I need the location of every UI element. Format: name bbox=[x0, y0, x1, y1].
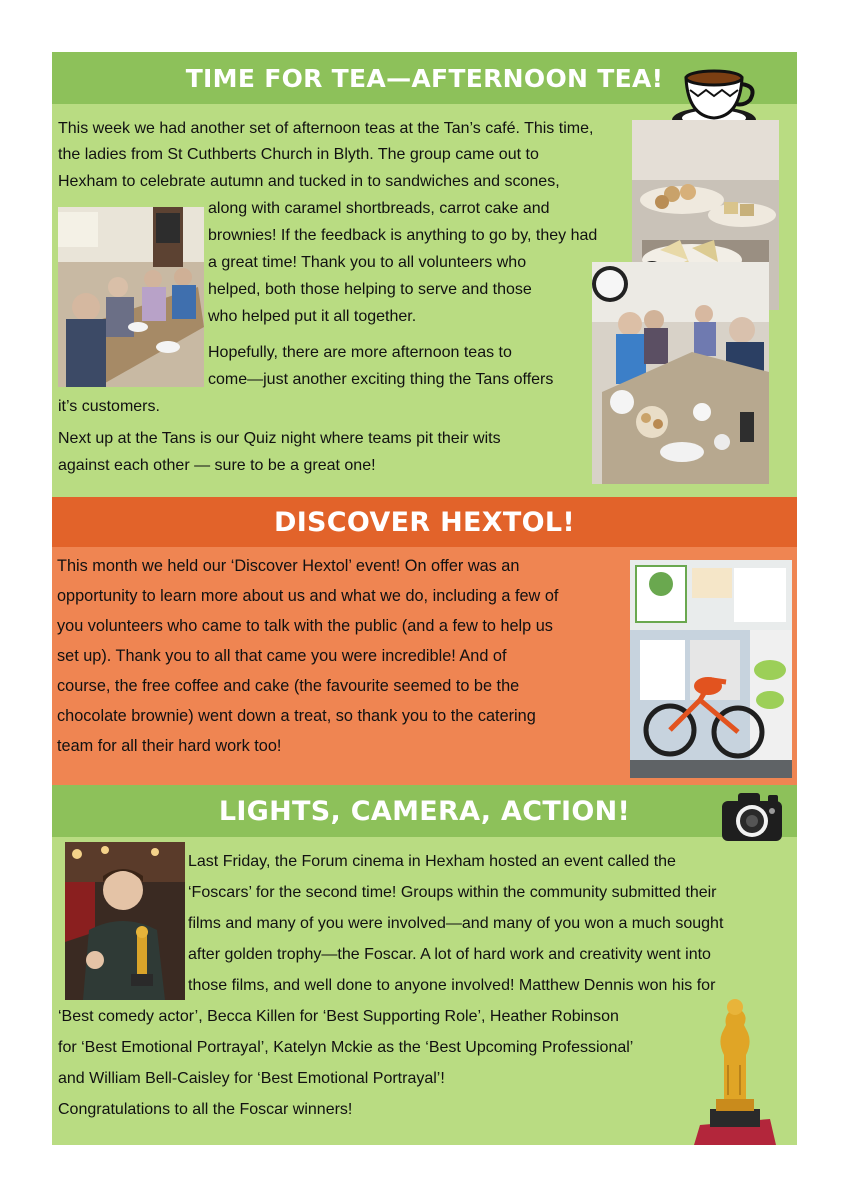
tea-text-line: who helped put it all together. bbox=[208, 308, 417, 325]
tea-text-line: the ladies from St Cuthberts Church in Blyth. The group came out to bbox=[58, 146, 539, 163]
foscars-section bbox=[52, 785, 797, 1145]
trophy-icon bbox=[694, 995, 776, 1145]
tea-text-line: helped, both those helping to serve and those bbox=[208, 281, 532, 298]
hextol-text-line: opportunity to learn more about us and what we do, including a few of bbox=[57, 587, 559, 605]
foscars-text-line: those films, and well done to anyone involved! Matthew Dennis won his for bbox=[188, 977, 716, 994]
foscars-text-line: ‘Foscars’ for the second time! Groups within the community submitted their bbox=[188, 884, 717, 901]
tea-heading: TIME FOR TEA—AFTERNOON TEA! bbox=[52, 52, 797, 104]
hextol-heading: DISCOVER HEXTOL! bbox=[52, 497, 797, 547]
hextol-event-photo bbox=[630, 560, 792, 778]
tea-text-line: This week we had another set of afternoon teas at the Tan’s café. This time, bbox=[58, 120, 594, 137]
camera-icon bbox=[718, 789, 786, 843]
foscars-text-line: Last Friday, the Forum cinema in Hexham hosted an event called the bbox=[188, 853, 676, 870]
tea-text-line: it’s customers. bbox=[58, 398, 160, 415]
hextol-text-line: This month we held our ‘Discover Hextol’ event! On offer was an bbox=[57, 557, 520, 575]
foscars-text-line: for ‘Best Emotional Portrayal’, Katelyn Mckie as the ‘Best Upcoming Professional’ bbox=[58, 1039, 634, 1056]
afternoon-tea-photo bbox=[592, 262, 769, 484]
foscars-text-line: Congratulations to all the Foscar winners! bbox=[58, 1101, 353, 1118]
tea-text-line: a great time! Thank you to all volunteers who bbox=[208, 254, 527, 271]
tea-section bbox=[52, 52, 797, 497]
tea-text-line: come—just another exciting thing the Tans offers bbox=[208, 371, 554, 388]
hextol-text-line: you volunteers who came to talk with the public (and a few to help us bbox=[57, 617, 553, 635]
foscars-text-line: after golden trophy—the Foscar. A lot of hard work and creativity went into bbox=[188, 946, 711, 963]
foscars-text-line: ‘Best comedy actor’, Becca Killen for ‘Best Supporting Role’, Heather Robinson bbox=[58, 1008, 619, 1025]
foscar-winner-photo bbox=[65, 842, 185, 1000]
hextol-text-line: course, the free coffee and cake (the favourite seemed to be the bbox=[57, 677, 520, 695]
hextol-section bbox=[52, 497, 797, 785]
foscars-text-line: and William Bell-Caisley for ‘Best Emotional Portrayal’! bbox=[58, 1070, 445, 1087]
hextol-text-line: team for all their hard work too! bbox=[57, 737, 282, 755]
group-table-photo bbox=[58, 207, 204, 387]
tea-text-line: brownies! If the feedback is anything to go by, they had bbox=[208, 227, 598, 244]
foscars-text-line: films and many of you were involved—and many of you won a much sought bbox=[188, 915, 724, 932]
tea-text-line: Hopefully, there are more afternoon teas to bbox=[208, 344, 512, 361]
hextol-text-line: chocolate brownie) went down a treat, so thank you to the catering bbox=[57, 707, 536, 725]
tea-text-line: Hexham to celebrate autumn and tucked in to sandwiches and scones, bbox=[58, 173, 560, 190]
hextol-text-line: set up). Thank you to all that came you were incredible! And of bbox=[57, 647, 507, 665]
tea-text-line: along with caramel shortbreads, carrot cake and bbox=[208, 200, 550, 217]
tea-text-line: Next up at the Tans is our Quiz night where teams pit their wits bbox=[58, 430, 501, 447]
foscars-heading: LIGHTS, CAMERA, ACTION! bbox=[52, 785, 797, 837]
tea-text-line: against each other — sure to be a great one! bbox=[58, 457, 376, 474]
